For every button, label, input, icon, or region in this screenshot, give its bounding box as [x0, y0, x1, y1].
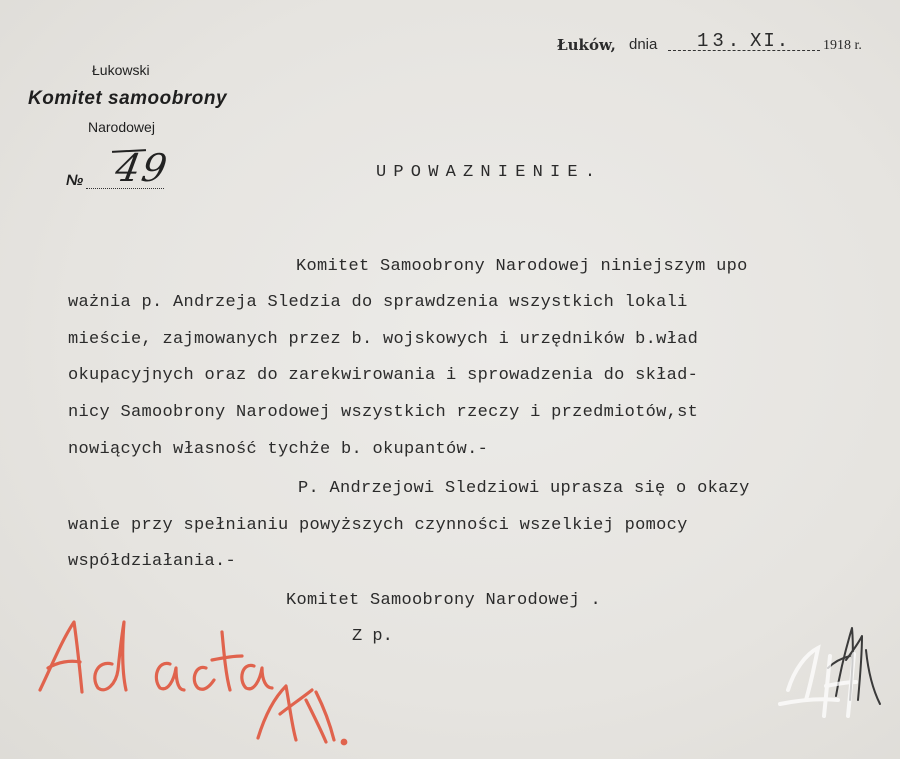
date-place: Łuków, — [557, 36, 616, 54]
date-day: 13. — [697, 30, 744, 52]
body-line: okupacyjnych oraz do zarekwirowania i sprowadzenia do skład- — [68, 366, 699, 385]
body-line: współdziałania.- — [68, 552, 237, 571]
signature-zp: Z p. — [352, 627, 393, 646]
body-line: ważnia p. Andrzeja Sledzia do sprawdzenia wszystkich lokali — [68, 293, 688, 312]
letterhead-national: Narodowej — [88, 119, 155, 135]
body-line: wanie przy spełnianiu powyższych czynności wszelkiej pomocy — [68, 516, 688, 535]
letterhead-town: Łukowski — [92, 62, 150, 78]
document-number-prefix: № — [66, 172, 84, 189]
document-number: 49 — [112, 146, 173, 190]
body-line: mieście, zajmowanych przez b. wojskowych i urzędników b.wład — [68, 330, 699, 349]
date-year: 1918 r. — [823, 38, 862, 53]
date-dnia: dnia — [629, 36, 658, 53]
body-line: P. Andrzejowi Sledziowi uprasza się o okazy — [298, 479, 750, 498]
body-line: nicy Samoobrony Narodowej wszystkich rzeczy i przedmiotów,st — [68, 403, 699, 422]
letterhead-org: Komitet samoobrony — [28, 88, 228, 109]
document-title: UPOWAZNIENIE. — [376, 163, 603, 182]
date-month: XI. — [750, 30, 791, 52]
signature-org: Komitet Samoobrony Narodowej . — [286, 591, 602, 610]
body-line: Komitet Samoobrony Narodowej niniejszym upo — [296, 257, 748, 276]
body-line: nowiących własność tychże b. okupantów.- — [68, 440, 489, 459]
watermark-logo — [770, 630, 880, 730]
